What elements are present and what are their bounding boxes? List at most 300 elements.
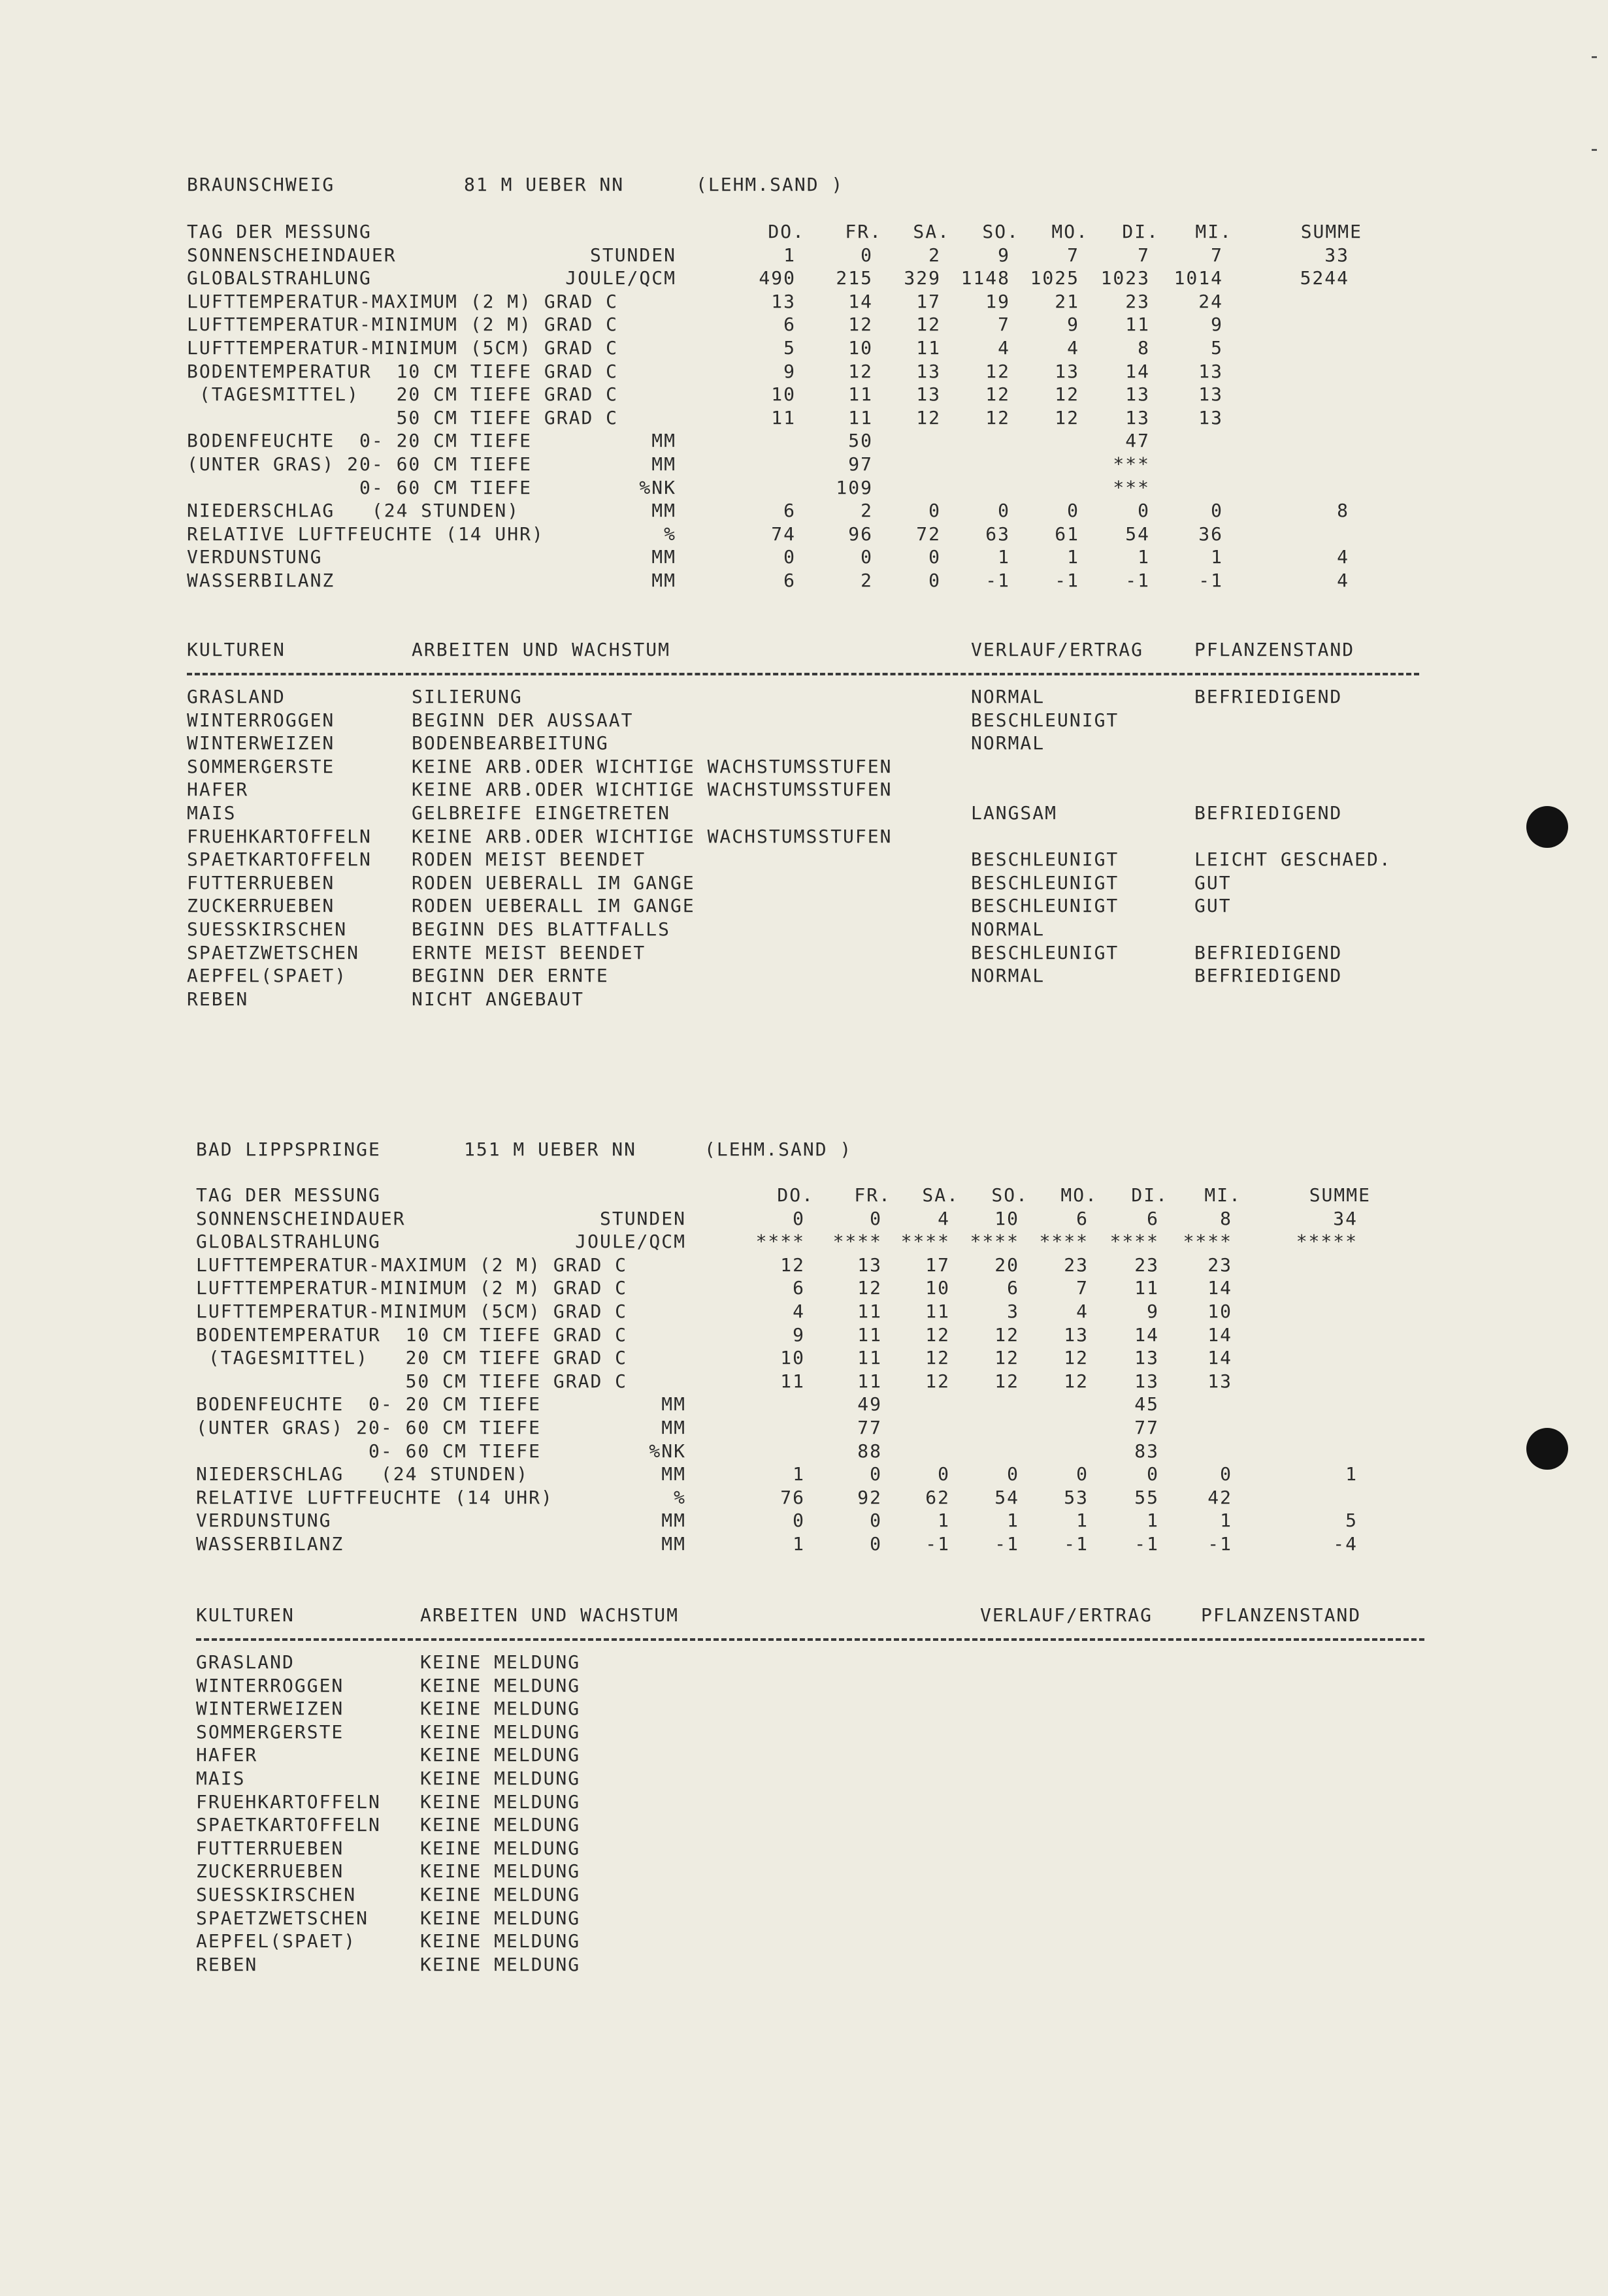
measurement-value: 9	[783, 360, 796, 382]
measurement-label: VERDUNSTUNG	[196, 1510, 332, 1532]
crops-header-kulturen: KULTUREN	[187, 639, 286, 660]
measurement-value: 8	[1220, 1207, 1232, 1229]
crop-work: KEINE MELDUNG	[420, 1721, 581, 1743]
measurement-value: 76	[780, 1486, 805, 1508]
measurement-value: 62	[925, 1486, 950, 1508]
measurement-value: 7	[1138, 244, 1150, 266]
measurement-value: 7	[998, 314, 1010, 336]
measurement-value: 13	[916, 383, 941, 406]
measurement-value: 11	[925, 1301, 950, 1322]
measurement-value: 0	[1138, 500, 1150, 522]
measurement-value: 74	[771, 523, 796, 545]
measurement-value: 14	[1134, 1323, 1159, 1346]
day-header: SA.	[922, 1184, 959, 1206]
crop-work: KEINE MELDUNG	[420, 1837, 581, 1859]
crops-header-stand: PFLANZENSTAND	[1194, 639, 1355, 660]
crop-name: AEPFEL(SPAET)	[196, 1930, 357, 1952]
measurement-value: 0	[870, 1510, 882, 1532]
crop-name: REBEN	[187, 988, 249, 1010]
measurement-value: 4	[998, 337, 1010, 359]
crop-name: WINTERWEIZEN	[187, 732, 335, 754]
crop-work: SILIERUNG	[412, 686, 523, 707]
crop-work: KEINE ARB.ODER WICHTIGE WACHSTUMSSTUFEN	[412, 779, 893, 801]
measurement-value: 55	[1134, 1486, 1159, 1508]
crop-work: KEINE ARB.ODER WICHTIGE WACHSTUMSSTUFEN	[412, 825, 893, 847]
measurement-value: 6	[1147, 1207, 1159, 1229]
measurement-value: 6	[1007, 1277, 1019, 1299]
measurement-value: ****	[970, 1231, 1019, 1253]
measurement-value: 17	[916, 290, 941, 312]
measurement-value: 12	[1064, 1370, 1089, 1392]
measurement-value: 83	[1134, 1440, 1159, 1462]
measurement-value: 0	[928, 500, 941, 522]
measurement-value: 12	[925, 1347, 950, 1369]
measurement-value: 11	[916, 337, 941, 359]
measurement-value: 11	[857, 1347, 882, 1369]
crop-name: SUESSKIRSCHEN	[187, 918, 348, 940]
measurement-value: 53	[1064, 1486, 1089, 1508]
measurement-value: 6	[793, 1277, 805, 1299]
measurement-value: 5	[783, 337, 796, 359]
measurement-value: 11	[848, 383, 873, 406]
measurement-label: LUFTTEMPERATUR-MINIMUM (5CM) GRAD C	[187, 337, 619, 359]
measurement-value: ****	[1183, 1231, 1232, 1253]
punch-hole-top	[1526, 806, 1568, 848]
day-header: DO.	[768, 221, 805, 242]
punch-hole-bottom	[1526, 1428, 1568, 1470]
measurement-value: 0	[1211, 500, 1223, 522]
measurement-value: 1	[1076, 1510, 1089, 1532]
crop-name: FRUEHKARTOFFELN	[196, 1790, 381, 1813]
measurement-value: 0	[861, 546, 873, 568]
measurement-value: 47	[1125, 430, 1150, 452]
station-altitude: 151 M UEBER NN	[464, 1139, 637, 1160]
measurement-unit: %NK	[639, 476, 676, 498]
crop-progress: NORMAL	[971, 965, 1045, 987]
measurement-value: 12	[994, 1323, 1019, 1346]
crops-header-stand: PFLANZENSTAND	[1201, 1604, 1362, 1626]
crop-name: MAIS	[187, 802, 237, 824]
measurement-value: 12	[857, 1277, 882, 1299]
crop-state: BEFRIEDIGEND	[1194, 686, 1343, 707]
crop-work: KEINE MELDUNG	[420, 1768, 581, 1789]
measurement-value: 13	[771, 290, 796, 312]
crop-progress: LANGSAM	[971, 802, 1058, 824]
measurement-value: 21	[1055, 290, 1079, 312]
measurement-value: 1014	[1173, 267, 1223, 289]
day-header: DI.	[1122, 221, 1159, 242]
crop-name: SPAETZWETSCHEN	[196, 1907, 369, 1929]
measurement-value: 11	[1125, 314, 1150, 336]
crops-header-verlauf: VERLAUF/ERTRAG	[980, 1604, 1153, 1626]
measurement-value: 13	[1198, 383, 1223, 406]
crop-name: WINTERWEIZEN	[196, 1698, 344, 1720]
margin-mark-top	[1592, 56, 1597, 58]
measurement-value: 11	[1134, 1277, 1159, 1299]
measurement-value: 9	[793, 1323, 805, 1346]
day-header: MI.	[1204, 1184, 1241, 1206]
measurement-value: 54	[1125, 523, 1150, 545]
measurement-value: 0	[1147, 1463, 1159, 1485]
measurement-value: 4	[793, 1301, 805, 1322]
crop-progress: NORMAL	[971, 732, 1045, 754]
sum-header: SUMME	[1300, 221, 1362, 242]
measurement-value: 1	[783, 244, 796, 266]
crop-name: GRASLAND	[196, 1651, 295, 1673]
measurement-value: 12	[780, 1253, 805, 1276]
measurement-value: 13	[857, 1253, 882, 1276]
dashed-separator	[196, 1638, 1424, 1641]
crop-name: SOMMERGERSTE	[187, 755, 335, 777]
measurement-unit: %	[674, 1486, 686, 1508]
measurement-value: 14	[1207, 1347, 1232, 1369]
measurement-value: 23	[1125, 290, 1150, 312]
measurement-value: 1	[1067, 546, 1079, 568]
measurement-label: 0- 60 CM TIEFE	[187, 476, 533, 498]
crop-progress: BESCHLEUNIGT	[971, 895, 1119, 917]
measurement-label: SONNENSCHEINDAUER	[187, 244, 397, 266]
measurement-value: 36	[1198, 523, 1223, 545]
measurement-value: 10	[780, 1347, 805, 1369]
measurement-value: 88	[857, 1440, 882, 1462]
measurement-value: 6	[783, 500, 796, 522]
measurement-value: 9	[1147, 1301, 1159, 1322]
measurement-value: 7	[1211, 244, 1223, 266]
measurement-label: SONNENSCHEINDAUER	[196, 1207, 406, 1229]
measurement-value: 12	[848, 360, 873, 382]
measurement-unit: MM	[651, 430, 676, 452]
measurement-sum: 8	[1337, 500, 1349, 522]
measurement-label: (UNTER GRAS) 20- 60 CM TIEFE	[187, 453, 533, 475]
crop-name: FRUEHKARTOFFELN	[187, 825, 372, 847]
measurement-value: 6	[1076, 1207, 1089, 1229]
measurement-value: 14	[1207, 1277, 1232, 1299]
crop-progress: BESCHLEUNIGT	[971, 849, 1119, 871]
day-header: SA.	[913, 221, 950, 242]
measurement-value: 13	[1134, 1347, 1159, 1369]
measurement-unit: MM	[661, 1393, 686, 1415]
measurement-value: 109	[836, 476, 873, 498]
crop-work: KEINE MELDUNG	[420, 1651, 581, 1673]
measurement-value: 96	[848, 523, 873, 545]
measurement-unit: %	[664, 523, 676, 545]
measurement-value: 14	[1207, 1323, 1232, 1346]
measurement-value: 13	[1125, 406, 1150, 428]
days-label: TAG DER MESSUNG	[196, 1184, 381, 1206]
measurement-value: 0	[870, 1207, 882, 1229]
measurement-value: -1	[925, 1533, 950, 1555]
measurement-label: GLOBALSTRAHLUNG	[187, 267, 372, 289]
crop-name: HAFER	[196, 1744, 258, 1766]
days-label: TAG DER MESSUNG	[187, 221, 372, 242]
measurement-label: 50 CM TIEFE GRAD C	[196, 1370, 628, 1392]
measurement-value: 50	[848, 430, 873, 452]
crop-state: BEFRIEDIGEND	[1194, 941, 1343, 963]
measurement-label: LUFTTEMPERATUR-MINIMUM (2 M) GRAD C	[187, 314, 619, 336]
measurement-value: 61	[1055, 523, 1079, 545]
measurement-value: 13	[1134, 1370, 1159, 1392]
measurement-value: 1148	[960, 267, 1010, 289]
measurement-value: -1	[1207, 1533, 1232, 1555]
day-header: SO.	[991, 1184, 1028, 1206]
measurement-unit: MM	[661, 1510, 686, 1532]
crop-name: AEPFEL(SPAET)	[187, 965, 348, 987]
day-header: MO.	[1060, 1184, 1098, 1206]
crop-name: FUTTERRUEBEN	[187, 871, 335, 894]
measurement-label: (TAGESMITTEL) 20 CM TIEFE GRAD C	[196, 1347, 628, 1369]
measurement-value: 42	[1207, 1486, 1232, 1508]
measurement-label: RELATIVE LUFTFEUCHTE (14 UHR)	[196, 1486, 553, 1508]
measurement-value: 1	[998, 546, 1010, 568]
measurement-value: 0	[938, 1463, 950, 1485]
crop-state: BEFRIEDIGEND	[1194, 965, 1343, 987]
measurement-value: 24	[1198, 290, 1223, 312]
measurement-value: 2	[861, 570, 873, 591]
crop-work: NICHT ANGEBAUT	[412, 988, 585, 1010]
crops-header-arbeiten: ARBEITEN UND WACHSTUM	[420, 1604, 680, 1626]
crop-name: SPAETKARTOFFELN	[196, 1814, 381, 1836]
measurement-value: 12	[994, 1347, 1019, 1369]
day-header: FR.	[854, 1184, 891, 1206]
measurement-unit: JOULE/QCM	[565, 267, 676, 289]
measurement-value: ***	[1113, 476, 1150, 498]
measurement-value: 0	[1007, 1463, 1019, 1485]
crop-work: RODEN UEBERALL IM GANGE	[412, 895, 695, 917]
crop-work: ERNTE MEIST BEENDET	[412, 941, 646, 963]
measurement-value: 9	[998, 244, 1010, 266]
measurement-unit: STUNDEN	[599, 1207, 686, 1229]
crop-name: REBEN	[196, 1953, 258, 1975]
crop-name: FUTTERRUEBEN	[196, 1837, 344, 1859]
measurement-value: -1	[1198, 570, 1223, 591]
measurement-label: BODENFEUCHTE 0- 20 CM TIEFE	[187, 430, 533, 452]
measurement-value: 6	[783, 570, 796, 591]
measurement-value: 77	[857, 1417, 882, 1438]
measurement-sum: 4	[1337, 546, 1349, 568]
measurement-label: NIEDERSCHLAG (24 STUNDEN)	[187, 500, 520, 522]
measurement-value: 63	[985, 523, 1010, 545]
station-soil: (LEHM.SAND )	[696, 174, 844, 195]
measurement-value: 0	[928, 570, 941, 591]
crop-state: GUT	[1194, 871, 1232, 894]
measurement-value: -1	[994, 1533, 1019, 1555]
measurement-value: 12	[925, 1370, 950, 1392]
measurement-value: 92	[857, 1486, 882, 1508]
measurement-value: 5	[1211, 337, 1223, 359]
measurement-value: 1	[793, 1533, 805, 1555]
crop-name: SPAETZWETSCHEN	[187, 941, 360, 963]
measurement-value: 11	[857, 1370, 882, 1392]
measurement-value: 1	[1147, 1510, 1159, 1532]
crop-progress: BESCHLEUNIGT	[971, 941, 1119, 963]
measurement-value: 4	[1067, 337, 1079, 359]
measurement-sum: 4	[1337, 570, 1349, 591]
crops-header-kulturen: KULTUREN	[196, 1604, 295, 1626]
measurement-label: LUFTTEMPERATUR-MAXIMUM (2 M) GRAD C	[196, 1253, 628, 1276]
crops-header-arbeiten: ARBEITEN UND WACHSTUM	[412, 639, 671, 660]
measurement-value: ****	[1039, 1231, 1089, 1253]
measurement-value: ****	[900, 1231, 950, 1253]
crop-work: KEINE ARB.ODER WICHTIGE WACHSTUMSSTUFEN	[412, 755, 893, 777]
measurement-label: BODENFEUCHTE 0- 20 CM TIEFE	[196, 1393, 542, 1415]
measurement-sum: 34	[1333, 1207, 1358, 1229]
measurement-value: 11	[771, 406, 796, 428]
measurement-value: -1	[1055, 570, 1079, 591]
measurement-value: 20	[994, 1253, 1019, 1276]
measurement-unit: MM	[651, 453, 676, 475]
measurement-value: 0	[1220, 1463, 1232, 1485]
measurement-value: 7	[1067, 244, 1079, 266]
measurement-value: 49	[857, 1393, 882, 1415]
measurement-sum: *****	[1296, 1231, 1358, 1253]
measurement-value: 329	[904, 267, 941, 289]
measurement-value: ***	[1113, 453, 1150, 475]
measurement-value: -1	[1134, 1533, 1159, 1555]
measurement-unit: %NK	[649, 1440, 686, 1462]
day-header: DO.	[777, 1184, 814, 1206]
measurement-value: -1	[1125, 570, 1150, 591]
measurement-value: 14	[1125, 360, 1150, 382]
measurement-value: 9	[1211, 314, 1223, 336]
measurement-value: 0	[783, 546, 796, 568]
measurement-sum: 5244	[1300, 267, 1349, 289]
measurement-value: 0	[870, 1463, 882, 1485]
measurement-value: 72	[916, 523, 941, 545]
crop-work: KEINE MELDUNG	[420, 1744, 581, 1766]
crop-name: SPAETKARTOFFELN	[187, 849, 372, 871]
measurement-value: 12	[916, 406, 941, 428]
station-name: BAD LIPPSPRINGE	[196, 1139, 381, 1160]
station-name: BRAUNSCHWEIG	[187, 174, 335, 195]
measurement-value: 1025	[1030, 267, 1079, 289]
measurement-label: VERDUNSTUNG	[187, 546, 323, 568]
measurement-label: LUFTTEMPERATUR-MAXIMUM (2 M) GRAD C	[187, 290, 619, 312]
crop-name: SOMMERGERSTE	[196, 1721, 344, 1743]
measurement-value: 12	[916, 314, 941, 336]
measurement-unit: STUNDEN	[589, 244, 676, 266]
crop-name: WINTERROGGEN	[196, 1674, 344, 1696]
crop-progress: NORMAL	[971, 918, 1045, 940]
measurement-sum: -4	[1333, 1533, 1358, 1555]
crop-work: KEINE MELDUNG	[420, 1953, 581, 1975]
measurement-value: 11	[857, 1323, 882, 1346]
measurement-value: 0	[861, 244, 873, 266]
crop-name: MAIS	[196, 1768, 246, 1789]
measurement-value: 23	[1134, 1253, 1159, 1276]
measurement-label: (TAGESMITTEL) 20 CM TIEFE GRAD C	[187, 383, 619, 406]
measurement-value: ****	[832, 1231, 882, 1253]
measurement-value: 19	[985, 290, 1010, 312]
measurement-value: 11	[848, 406, 873, 428]
measurement-value: 0	[928, 546, 941, 568]
measurement-value: 13	[1055, 360, 1079, 382]
crop-progress: BESCHLEUNIGT	[971, 871, 1119, 894]
measurement-label: BODENTEMPERATUR 10 CM TIEFE GRAD C	[187, 360, 619, 382]
crop-name: SUESSKIRSCHEN	[196, 1884, 357, 1905]
measurement-value: 1	[1007, 1510, 1019, 1532]
measurement-value: 54	[994, 1486, 1019, 1508]
day-header: MI.	[1195, 221, 1232, 242]
crop-work: BEGINN DER AUSSAAT	[412, 709, 634, 731]
measurement-value: 97	[848, 453, 873, 475]
measurement-unit: JOULE/QCM	[575, 1231, 686, 1253]
day-header: SO.	[982, 221, 1019, 242]
measurement-value: 12	[985, 406, 1010, 428]
measurement-value: 8	[1138, 337, 1150, 359]
measurement-value: 12	[1055, 406, 1079, 428]
measurement-label: WASSERBILANZ	[196, 1533, 344, 1555]
measurement-value: -1	[1064, 1533, 1089, 1555]
measurement-value: 13	[1207, 1370, 1232, 1392]
crop-work: KEINE MELDUNG	[420, 1860, 581, 1883]
measurement-value: 17	[925, 1253, 950, 1276]
measurement-value: 12	[985, 360, 1010, 382]
measurement-value: 12	[848, 314, 873, 336]
crop-work: GELBREIFE EINGETRETEN	[412, 802, 671, 824]
measurement-value: 13	[1198, 406, 1223, 428]
measurement-value: 23	[1064, 1253, 1089, 1276]
crop-progress: NORMAL	[971, 686, 1045, 707]
measurement-value: 1023	[1100, 267, 1150, 289]
measurement-value: 14	[848, 290, 873, 312]
crop-work: KEINE MELDUNG	[420, 1814, 581, 1836]
measurement-value: 13	[1064, 1323, 1089, 1346]
crop-work: BEGINN DER ERNTE	[412, 965, 609, 987]
measurement-value: 2	[928, 244, 941, 266]
measurement-value: 0	[1076, 1463, 1089, 1485]
measurement-value: 10	[848, 337, 873, 359]
measurement-value: 7	[1076, 1277, 1089, 1299]
crop-work: KEINE MELDUNG	[420, 1674, 581, 1696]
measurement-value: 13	[1198, 360, 1223, 382]
measurement-label: 50 CM TIEFE GRAD C	[187, 406, 619, 428]
measurement-value: 2	[861, 500, 873, 522]
measurement-label: WASSERBILANZ	[187, 570, 335, 591]
measurement-value: 1	[1211, 546, 1223, 568]
measurement-value: 12	[1055, 383, 1079, 406]
crop-work: BEGINN DES BLATTFALLS	[412, 918, 671, 940]
measurement-value: 12	[985, 383, 1010, 406]
measurement-unit: MM	[651, 500, 676, 522]
measurement-value: 12	[994, 1370, 1019, 1392]
crop-work: KEINE MELDUNG	[420, 1698, 581, 1720]
measurement-value: 1	[1138, 546, 1150, 568]
measurement-label: BODENTEMPERATUR 10 CM TIEFE GRAD C	[196, 1323, 628, 1346]
measurement-unit: MM	[651, 570, 676, 591]
measurement-value: 4	[1076, 1301, 1089, 1322]
station-soil: (LEHM.SAND )	[704, 1139, 853, 1160]
measurement-value: 0	[1067, 500, 1079, 522]
crop-work: KEINE MELDUNG	[420, 1907, 581, 1929]
crop-name: HAFER	[187, 779, 249, 801]
measurement-unit: MM	[661, 1463, 686, 1485]
measurement-value: 6	[783, 314, 796, 336]
crop-work: KEINE MELDUNG	[420, 1790, 581, 1813]
measurement-sum: 5	[1345, 1510, 1358, 1532]
measurement-value: ****	[755, 1231, 805, 1253]
measurement-value: 215	[836, 267, 873, 289]
crops-header-verlauf: VERLAUF/ERTRAG	[971, 639, 1144, 660]
measurement-value: 45	[1134, 1393, 1159, 1415]
crop-progress: BESCHLEUNIGT	[971, 709, 1119, 731]
measurement-value: 13	[916, 360, 941, 382]
measurement-value: -1	[985, 570, 1010, 591]
crop-work: RODEN UEBERALL IM GANGE	[412, 871, 695, 894]
measurement-value: 4	[938, 1207, 950, 1229]
measurement-value: 9	[1067, 314, 1079, 336]
measurement-value: 11	[780, 1370, 805, 1392]
crop-name: ZUCKERRUEBEN	[196, 1860, 344, 1883]
